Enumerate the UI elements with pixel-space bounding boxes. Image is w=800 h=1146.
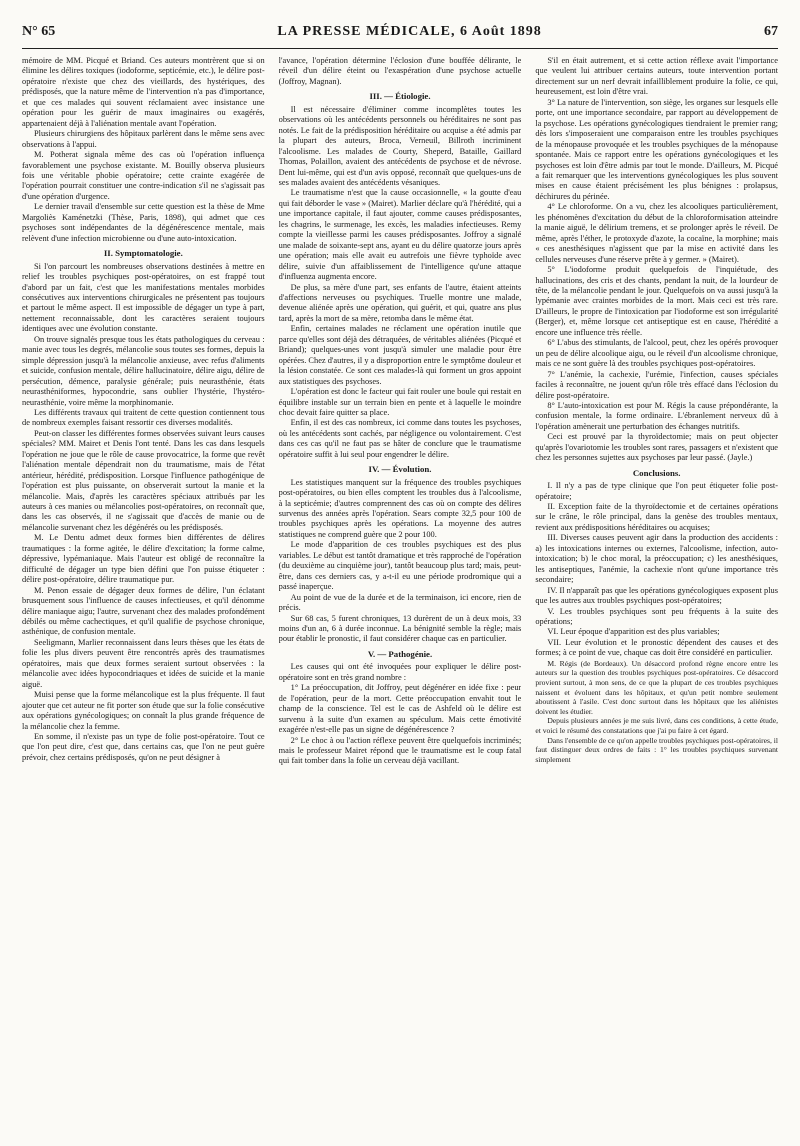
paragraph: l'avance, l'opération détermine l'éclosion d'une bouffée délirante, le réveil d'un délire éteint ou l'exaspération d'une psychose actuelle (Joffroy, Magnan). (278, 56, 522, 86)
paragraph: De plus, sa mère d'une part, ses enfants de l'autre, étaient atteints d'affections nerveuses ou psychiques. Truelle montre une malade, devenue aliénée après une opération, qui guérit, et qui, quatre ans plus tard, après la mort de sa mère, retomba dans le même état. (278, 282, 522, 323)
discussion-paragraph: M. Régis (de Bordeaux). Un désaccord profond règne encore entre les auteurs sur la question des troubles psychiques post-opératoires. Ce désaccord provient surtout, à mon sens, de ce que la plupart de ces troubles psychiques naissent et évoluent dans les hôpitaux, et qu'un petit nombre seulement aboutissent à l'asile. C'est donc surtout dans les hôpitaux que les aliénistes doivent les étudier. (535, 658, 778, 716)
journal-title: LA PRESSE MÉDICALE, 6 Août 1898 (277, 24, 542, 39)
conclusion-item: IV. Il n'apparaît pas que les opérations gynécologiques exposent plus que les autres aux troubles psychiques post-opératoires; (535, 585, 778, 606)
paragraph: Les causes qui ont été invoquées pour expliquer le délire post-opératoire sont en très grand nombre : (278, 662, 522, 682)
paragraph: En somme, il n'existe pas un type de folie post-opératoire. Tout ce que l'on peut dire, c'est que, dans certains cas, que l'on ne peut guère prévoir, chez certains prédisposés, qu'on ne peut désigner à (22, 732, 265, 762)
paragraph: Ceci est prouvé par la thyroïdectomie; mais on peut objecter qu'après l'ovariotomie les troubles sont rares, passagers et n'existent que chez les personnes sujettes aux psychoses par leur passé. (Jayle.) (535, 432, 778, 463)
conclusion-item: VII. Leur évolution et le pronostic dépendent des causes et des formes; à ce point de vue, chaque cas doit être considéré en particulier. (535, 637, 778, 658)
paragraph: Peut-on classer les différentes formes observées suivant leurs causes spéciales? MM. Mairet et Denis l'ont tenté. Dans les cas dans lesquels l'opération ne joue que le rôle de cause provocatrice, la forme que revêt l'aliénation mentale dépendrait non du traumatisme, mais de l'état antérieur, hérédité, prédisposition. Lorsque l'influence pathogénique de l'opération est plus puissante, on observerait surtout la manie et la mélancolie. Mais, d'après les caractères spéciaux attribués par les auteurs à ces manies ou mélancolies post-opératoires, on reconnaît que, dans les cas observés, il ne s'agissait que d'accès de manie ou de mélancolie survenant chez les dégénérés ou les prédisposés. (22, 428, 265, 532)
header-rule (22, 48, 778, 49)
paragraph: M. Penon essaie de dégager deux formes de délire, l'un éclatant brusquement sous l'influence de causes infectieuses, et qu'il dénomme délire maniaque aigu; l'autre, survenant chez des malades profondément débilés ou même cachectiques, et qu'il qualifie de psychose chronique, asthénique, de confusion mentale. (22, 585, 265, 637)
discussion-paragraph: Depuis plusieurs années je me suis livré, dans ces conditions, à cette étude, et voici le résumé des constatations que j'ai pu faire à cet égard. (535, 716, 778, 735)
paragraph: Au point de vue de la durée et de la terminaison, ici encore, rien de précis. (278, 592, 522, 613)
paragraph: Les statistiques manquent sur la fréquence des troubles psychiques post-opératoires, ou bien elles comptent les troubles dus à l'alcoolisme, à la septicémie; d'autres comprennent des cas où on compte des délires survenus des années après l'opération. Sears compte 32,5 pour 100 de troubles psychiques après les opérations. La moyenne des autres statistiques ne comprend guère que 2 pour 100. (278, 477, 522, 539)
paragraph: 1° La préoccupation, dit Joffroy, peut dégénérer en idée fixe : peur de l'opération, peur de la mort. Cette préoccupation envahit tout le champ de la conscience. Tel est le cas de Ashfeld où le délire est survenu à la suite d'un examen au spéculum. Mais cette émotivité exagérée n'est-elle pas un signe de dégénérescence ? (278, 683, 522, 735)
paragraph: M. Potherat signala même des cas où l'opération influença favorablement une psychose existante. M. Bouilly observa plusieurs fois une véritable phobie opératoire; cette crainte exagérée de l'opération pourrait constituer une contre-indication s'il ne s'agissait pas d'une opération d'urgence. (22, 150, 265, 201)
paragraph: S'il en était autrement, et si cette action réflexe avait l'importance que veulent lui attribuer certains auteurs, toute intervention portant directement sur un nerf devrait infailliblement produire la folie, ce qui, heureusement, est loin d'être vrai. (535, 56, 778, 97)
conclusion-item: I. Il n'y a pas de type clinique que l'on peut étiqueter folie post-opératoire; (535, 481, 778, 501)
paragraph: 4° Le chloroforme. On a vu, chez les alcooliques particulièrement, les phénomènes d'excitation du début de la chloroformisation atteindre la manie aiguë, le délirium tremens, et se prolonger après le réveil. De même, après l'éther, le protoxyde d'azote, la cocaïne, la morphine; mais « ces anesthésiques n'agissent que par la mise en activité dans les cellules nerveuses d'une réserve prête à y germer. » (Mairet). (535, 202, 778, 264)
section-heading: Conclusions. (632, 467, 681, 478)
section-heading: V. — Pathogénie. (367, 648, 433, 659)
section-heading: II. Symptomatologie. (103, 248, 183, 259)
paragraph: Muisi pense que la forme mélancolique est la plus fréquente. Il faut ajouter que cet auteur ne fit porter son étude que sur la folie consécutive aux opérations gynécologiques; on connaît la plus grande fréquence de la mélancolie chez la femme. (22, 690, 265, 731)
paragraph: 8° L'auto-intoxication est pour M. Régis la cause prépondérante, la confusion mentale, la forme ordinaire. L'ébranlement nerveux dû à l'opération amènerait une perturbation des échanges nutritifs. (535, 400, 778, 431)
paragraph: Le mode d'apparition de ces troubles psychiques est des plus variables. Le début est tantôt dramatique et très rapproché de l'opération (du deuxième au cinquième jour), tantôt beaucoup plus tard; mais, peut-être, dans ces derniers cas, y a-t-il eu une période prodromique qui a passé inaperçue. (278, 540, 522, 592)
paragraph: Plusieurs chirurgiens des hôpitaux parlèrent dans le même sens avec observations à l'appui. (22, 129, 265, 149)
page-number: 67 (763, 24, 778, 39)
conclusion-item: VI. Leur époque d'apparition est des plus variables; (547, 627, 720, 637)
paragraph: Le dernier travail d'ensemble sur cette question est la thèse de Mme Margoliès Kaménetzki (Thèse, Paris, 1898), qui admet que ces psychoses sont indépendantes de la dégénérescence mentale, mais relèvent d'une infection microbienne ou d'une auto-intoxication. (22, 202, 265, 243)
paragraph: 5° L'iodoforme produit quelquefois de l'inquiétude, des hallucinations, des cris et des chants, pendant la nuit, de la lourdeur de tête, de la mélancolie pendant le jour. Quelquefois on va aussi jusqu'à la lypémanie avec craintes morbides de la mort. Mais ceci est très rare. D'ailleurs, le propre de l'intoxication par l'iodoforme est son irrégularité (Berger), et, même lorsque cet antiseptique est en cause, l'hérédité a encore une influence très réelle. (535, 265, 778, 337)
paragraph: Seeligmann, Marlier reconnaissent dans leurs thèses que les états de folie les plus divers peuvent être rencontrés après des traumatismes opératoires, mais que deux formes seraient surtout observées : la mélancolie avec idées hypocondriaques et idées de suicide et la manie aiguë. (22, 637, 265, 689)
paragraph: Enfin, certaines malades ne réclament une opération inutile que parce qu'elles sont déjà des détraquées, de véritables aliénées (Picqué et Briand); quelques-unes vont jusqu'à simuler une maladie pour être opérées. Chez d'autres, il y a disproportion entre le symptôme douleur et la lésion constatée. Ce sont ces malades-là qui forment un gros appoint aux statistiques des psychoses. (278, 324, 522, 386)
paragraph: Si l'on parcourt les nombreuses observations destinées à mettre en relief les troubles psychiques post-opératoires, on est frappé tout d'abord par un fait, c'est que les manifestations mentales morbides consécutives aux interventions chirurgicales ne présentent pas toujours et partout le même aspect. Il est impossible de dégager un type à part, nettement reconnaissable, dont les caractères seraient toujours identiques avec une évolution constante. (22, 261, 265, 334)
paragraph: mémoire de MM. Picqué et Briand. Ces auteurs montrèrent que si on élimine les délires toxiques (iodoforme, septicémie, etc.), le délire post-opératoire n'existe que chez des vieillards, des hystériques, des prédisposés, que la nature même de l'intervention n'a pas d'importance, et que ces malades qui souvent réclamaient avec insistance une opération pour les guérir de maux imaginaires ou exagérés, appartenaient déjà à l'aliénation mentale avant l'opération. (22, 56, 265, 128)
paragraph: Enfin, il est des cas nombreux, ici comme dans toutes les psychoses, où les antécédents sont cachés, par négligence ou volontairement. C'est dans ces cas qu'il ne faut pas se hâter de conclure que le traumatisme opératoire suffit à lui seul pour engendrer le délire. (278, 418, 522, 459)
paragraph: L'opération est donc le facteur qui fait rouler une boule qui restait en équilibre instable sur un terrain bien en pente et à laquelle le moindre choc devait faire quitter sa place. (278, 387, 522, 417)
column-3 (535, 56, 778, 1136)
paragraph: On trouve signalés presque tous les états pathologiques du cerveau : manie avec tous les degrés, mélancolie sous toutes ses formes, depuis la simple dépression jusqu'à la mélancolie anxieuse, avec refus d'aliments et suicide, confusion mentale, délire hallucinatoire, délire aigu, délire de persécution, démence, paralysie générale; puis neurasthénie, états neurasthéniformes, hypocondrie, sans oublier l'hystérie, l'hystéro-neurasthénie, voire même la morphinomanie. (22, 334, 265, 407)
column-2 (279, 56, 522, 1136)
paragraph: 7° L'anémie, la cachexie, l'urémie, l'infection, causes spéciales faciles à reconnaître, ne jouent qu'un rôle très effacé dans l'éclosion du délire post-opératoire. (535, 369, 778, 400)
paragraph: Les différents travaux qui traitent de cette question contiennent tous de nombreux exemples faisant ressortir ces diverses modalités. (22, 407, 265, 428)
page-header (22, 24, 778, 46)
conclusion-item: V. Les troubles psychiques sont peu fréquents à la suite des opérations; (535, 606, 778, 627)
paragraph: Le traumatisme n'est que la cause occasionnelle, « la goutte d'eau qui fait déborder le vase » (Mairet). Marlier déclare qu'à l'hérédité, qui a une importance capitale, il faut ajouter, comme causes prédisposantes, les chagrins, le surmenage, les excès, les maladies infectieuses. Remy compte la vieillesse parmi les causes prédisposantes. Joffroy a signalé une malade de soixante-sept ans, ayant eu du délire quatorze jours après une opération; mais elle avait eu autrefois une fièvre typhoïde avec délire, suivie d'un affaiblissement de l'intelligence qu'une attaque d'influenza augmenta encore. (278, 188, 522, 282)
conclusion-item: III. Diverses causes peuvent agir dans la production des accidents : a) les intoxications internes ou externes, l'alcoolisme, infection, auto-intoxication; b) le choc moral, la préoccupation; c) les anesthésiques, les antiseptiques, l'anémie, la cachexie n'ont qu'une importance très secondaire; (535, 533, 778, 585)
article-body (22, 56, 778, 1136)
paragraph: 2° Le choc à ou l'action réflexe peuvent être quelquefois incriminés; mais le professeur Mairet répond que le traumatisme est le coup fatal qui fait tomber dans la folie un cerveau déjà vacillant. (278, 735, 522, 766)
paragraph: M. Le Dentu admet deux formes bien différentes de délires traumatiques : la forme agitée, le délire d'excitation; la forme calme, dépressive, lypémaniaque. Mais l'auteur est obligé de reconnaître la difficulté de dégager un type bien défini que l'on puisse étiqueter : délire post-opératoire, délire traumatique pur. (22, 533, 265, 585)
discussion-paragraph: Dans l'ensemble de ce qu'on appelle troubles psychiques post-opératoires, il faut distinguer deux ordres de faits : 1° les troubles psychiques survenant simplement (535, 735, 778, 764)
paragraph: 3° La nature de l'intervention, son siège, les organes sur lesquels elle porte, ont une importance secondaire, par rapport au développement de la psychose. Les opérations gynécologiques tiendraient le premier rang; dès lors s'imposeraient une comparaison entre les troubles psychiques de la ménopause provoquée et les troubles psychiques de la ménopause spontanée. Mais ce rapport entre les opérations gynécologiques et les psychoses est loin d'être admis par tout le monde. D'ailleurs, M. Picqué a fait remarquer que les interventions gynécologiques les plus souvent mises en cause étaient précisément les plus bénignes : prolapsus, déchirures du périnée. (535, 97, 778, 201)
issue-number: N° 65 (22, 24, 56, 39)
section-heading: IV. — Évolution. (368, 464, 432, 475)
paragraph: Sur 68 cas, 5 furent chroniques, 13 durèrent de un à deux mois, 33 moins d'un an, 6 à durée inconnue. La bénignité semble la règle; mais pour établir le pronostic, il faut considérer chaque cas en particulier. (278, 613, 522, 644)
column-1 (22, 56, 265, 1136)
conclusion-item: II. Exception faite de la thyroïdectomie et de certaines opérations sur le crâne, le rôle principal, dans la genèse des troubles mentaux, revient aux prédispositions héréditaires ou acquises; (535, 502, 778, 532)
paragraph: Il est nécessaire d'éliminer comme incomplètes toutes les observations où les antécédents personnels ou héréditaires ne sont pas notés. Le fait de la prédisposition héréditaire ou acquise a été admis par la plupart des auteurs, Broca, Verneuil, Billroth incriminent l'alcoolisme. Les malades de Courty, Sheperd, Bataille, Gaillard Thomas, Polaillon, avaient des antécédents de psychose et de névrose. Dent lui-même, qui est d'un avis opposé, reconnaît que quelques-uns de ses malades avaient des antécédents vésaniques. (278, 104, 522, 187)
section-heading: III. — Étiologie. (369, 91, 431, 102)
paragraph: 6° L'abus des stimulants, de l'alcool, peut, chez les opérés provoquer un peu de délire alcoolique aigu, ou le réveil d'un alcoolisme chronique, mais ce ne sont guère là des troubles psychiques post-opératoires. (535, 338, 778, 369)
